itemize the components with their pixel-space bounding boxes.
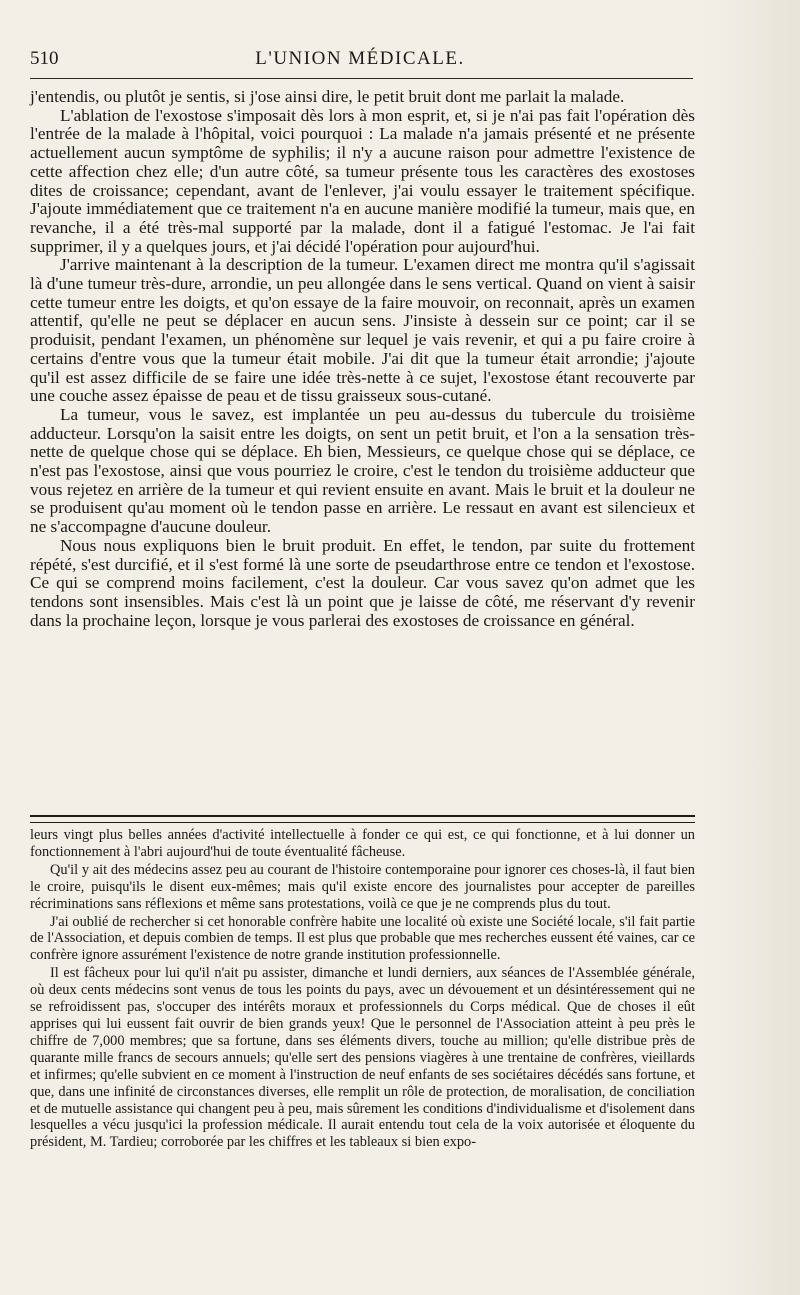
lecture-paragraph: J'arrive maintenant à la description de la tumeur. L'examen direct me montra qu'il s'agissait là d'une tumeur très-dure, arrondie, un peu allongée dans le sens vertical. Quand on vient à saisir cette tumeur entre les doigts, et qu'on essaye de la faire mouvoir, on reconnait, après un examen attentif, qu'elle ne peut se déplacer en aucun sens. J'insiste à dessein sur ce point; car il se produisit, pendant l'examen, un phénomène sur lequel je vais revenir, et qui a pu faire croire à certains d'entre vous que la tumeur était mobile. J'ai dit que la tumeur était arrondie; j'ajoute qu'il est assez difficile de se faire une idée très-nette à ce sujet, l'exostose étant recouverte par une couche assez épaisse de peau et de tissu graisseux sous-cutané. bbox=[30, 255, 695, 406]
feuilleton-paragraph: leurs vingt plus belles années d'activité intellectuelle à fonder ce qui est, ce qui fonctionne, et à lui donner un fonctionnement à l'abri aujourd'hui de toute éventualité fâcheuse. bbox=[30, 827, 695, 860]
facing-page-bleed bbox=[708, 0, 800, 1295]
lecture-text bbox=[30, 88, 695, 630]
lecture-paragraph: La tumeur, vous le savez, est implantée un peu au-dessus du tubercule du troisième adducteur. Lorsqu'on la saisit entre les doigts, on sent un petit bruit, et l'on a la sensation très-nette de quelque chose qui se déplace. Eh bien, Messieurs, ce quelque chose qui se déplace, ce n'est pas l'exostose, ainsi que vous pourriez le croire, c'est le tendon du troisième adducteur que vous rejetez en arrière de la tumeur et qui revient ensuite en avant. Mais le bruit et la douleur ne se produisent qu'au moment où le tendon passe en arrière. Le ressaut en avant est silencieux et ne s'accompagne d'aucune douleur. bbox=[30, 404, 695, 537]
page-number: 510 bbox=[30, 48, 59, 69]
page-header bbox=[30, 48, 690, 74]
feuilleton-text bbox=[30, 827, 695, 1152]
feuilleton-separator bbox=[30, 815, 695, 823]
feuilleton-paragraph: Qu'il y ait des médecins assez peu au courant de l'histoire contemporaine pour ignorer ces choses-là, il faut bien le croire, puisqu'ils le disent eux-mêmes; mais qu'il existe encore des journalistes pour accepter de pareilles récriminations sans réflexions et même sans protestations, voilà ce que je ne comprends plus du tout. bbox=[30, 861, 695, 912]
feuilleton-paragraph: J'ai oublié de rechercher si cet honorable confrère habite une localité où existe une Société locale, s'il fait partie de l'Association, et depuis combien de temps. Il est plus que probable que mes recherches eussent été vaines, car ce confrère ignore assurément l'existence de notre grande institution professionnelle. bbox=[30, 913, 695, 964]
feuilleton-paragraph: Il est fâcheux pour lui qu'il n'ait pu assister, dimanche et lundi derniers, aux séances de l'Assemblée générale, où deux cents médecins sont venus de tous les points du pays, avec un dévouement et un désintéressement qui ne se refroidissent pas, s'occuper des intérêts moraux et professionnels du Corps médical. Que de choses il eût apprises qui lui eussent fait ouvrir de bien grands yeux! Que le personnel de l'Association atteint à peu près le chiffre de 7,000 membres; que sa fortune, dans ses éléments divers, touche au million; qu'elle distribue près de quarante mille francs de secours annuels; qu'elle sert des pensions viagères à une trentaine de confrères, vieillards et infirmes; qu'elle subvient en ce moment à l'instruction de neuf enfants de ses sociétaires décédés sans fortune, et que, dans une infinité de circonstances diverses, elle remplit un rôle de protection, de moralisation, de conciliation et de mutuelle assistance qui changent peu à peu, mais sûrement les conditions d'individualisme et d'isolement dans lesquelles a vécu jusqu'ici la profession médicale. Il aurait entendu tout cela de la voix autorisée et éloquente du président, M. Tardieu; corroborée par les chiffres et les tableaux si bien expo- bbox=[30, 965, 695, 1151]
header-rule bbox=[30, 78, 693, 79]
running-title: L'UNION MÉDICALE. bbox=[255, 48, 465, 69]
lecture-paragraph: L'ablation de l'exostose s'imposait dès lors à mon esprit, et, si je n'ai pas fait l'opération dès l'entrée de la malade à l'hôpital, voici pourquoi : La malade n'a jamais présenté et ne présente actuellement aucun symptôme de syphilis; il n'y a aucune raison pour admettre l'existence de cette affection chez elle; d'un autre côté, sa tumeur présente tous les caractères des exostoses dites de croissance; cependant, avant de l'enlever, j'ai voulu essayer le traitement spécifique. J'ajoute immédiatement que ce traitement n'a en aucune manière modifié la tumeur, mais que, en revanche, il a été très-mal supporté par la malade, dont il a fatigué l'estomac. Je l'ai fait supprimer, il y a quelques jours, et j'ai décidé l'opération pour aujourd'hui. bbox=[30, 105, 695, 256]
lecture-paragraph: j'entendis, ou plutôt je sentis, si j'ose ainsi dire, le petit bruit dont me parlait la malade. bbox=[30, 87, 625, 106]
lecture-paragraph: Nous nous expliquons bien le bruit produit. En effet, le tendon, par suite du frottement répété, s'est durcifié, et il s'est formé là une sorte de pseudarthrose entre ce tendon et l'exostose. Ce qui se comprend moins facilement, c'est la douleur. Car vous savez qu'on admet que les tendons sont insensibles. Mais c'est là un point que je laisse de côté, me réservant d'y revenir dans la prochaine leçon, lorsque je vous parlerai des exostoses de croissance en général. bbox=[30, 535, 695, 630]
